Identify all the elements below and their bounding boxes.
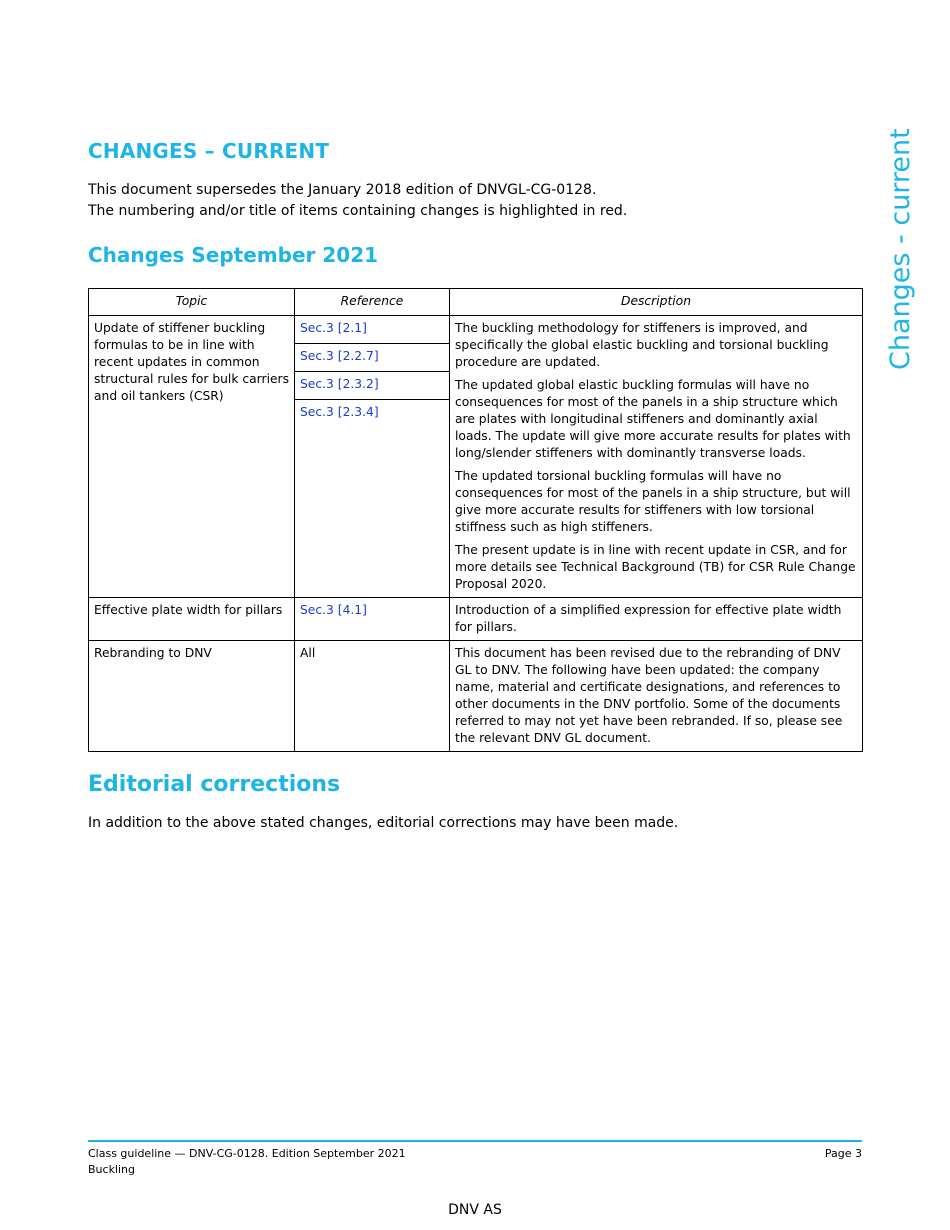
reference-link[interactable]: Sec.3 [2.3.2] bbox=[295, 372, 449, 400]
topic-cell: Effective plate width for pillars bbox=[89, 598, 295, 641]
description-paragraph: The buckling methodology for stiffeners is improved, and specifically the global elastic buckling and torsional buckling procedure are updated. bbox=[455, 321, 829, 369]
table-row bbox=[89, 641, 863, 752]
reference-link[interactable]: Sec.3 [2.3.4] bbox=[300, 405, 379, 419]
table-row bbox=[89, 316, 863, 598]
page-number: Page 3 bbox=[824, 1147, 862, 1160]
reference-link[interactable]: Sec.3 [4.1] bbox=[300, 603, 367, 617]
changes-table bbox=[88, 288, 863, 752]
topic-cell: Update of stiffener buckling formulas to be in line with recent updates in common structural rules for bulk carriers and oil tankers (CSR) bbox=[89, 316, 295, 598]
topic-cell: Rebranding to DNV bbox=[89, 641, 295, 752]
reference-link[interactable]: Sec.3 [2.1] bbox=[295, 316, 449, 344]
description-paragraph: The present update is in line with recent update in CSR, and for more details see Technical Background (TB) for CSR Rule Change Proposal 2020. bbox=[455, 543, 856, 591]
section-title: Changes September 2021 bbox=[88, 243, 379, 267]
company-name: DNV AS bbox=[448, 1202, 502, 1218]
table-header-row bbox=[89, 289, 863, 316]
footer-document-info bbox=[88, 1146, 406, 1178]
intro-text bbox=[88, 180, 627, 222]
reference-cell bbox=[295, 316, 450, 598]
description-cell: This document has been revised due to the rebranding of DNV GL to DNV. The following have been updated: the company name, material and certificate designations, and references to other documents in the DNV portfolio. Some of the documents referred to may not yet have been rebranded. If so, please see the relevant DNV GL document. bbox=[450, 641, 863, 752]
reference-cell: All bbox=[295, 641, 450, 752]
header-reference: Reference bbox=[295, 289, 450, 316]
side-section-label: Changes - current bbox=[885, 128, 916, 370]
table-row bbox=[89, 598, 863, 641]
header-topic: Topic bbox=[89, 289, 295, 316]
description-cell bbox=[450, 316, 863, 598]
reference-cell bbox=[295, 598, 450, 641]
intro-line-1: This document supersedes the January 2018 edition of DNVGL-CG-0128. bbox=[88, 182, 597, 198]
intro-line-2: The numbering and/or title of items containing changes is highlighted in red. bbox=[88, 203, 628, 219]
page-heading: CHANGES – CURRENT bbox=[88, 139, 330, 163]
footer-divider bbox=[88, 1140, 862, 1142]
editorial-title: Editorial corrections bbox=[88, 772, 341, 797]
description-paragraph: The updated global elastic buckling formulas will have no consequences for most of the panels in a ship structure which are plates with longitudinal stiffeners and dominantly axial loads. The update will give more accurate results for plates with long/slender stiffeners with dominantly transverse loads. bbox=[455, 378, 851, 460]
description-cell: Introduction of a simplified expression for effective plate width for pillars. bbox=[450, 598, 863, 641]
footer-document-title: Class guideline — DNV-CG-0128. Edition September 2021 bbox=[88, 1147, 406, 1160]
reference-link[interactable]: Sec.3 [2.2.7] bbox=[295, 344, 449, 372]
header-description: Description bbox=[450, 289, 863, 316]
footer-document-subject: Buckling bbox=[88, 1163, 136, 1176]
description-paragraph: The updated torsional buckling formulas will have no consequences for most of the panels in a ship structure, but will give more accurate results for stiffeners with low torsional stiffness such as high stiffeners. bbox=[455, 469, 851, 534]
editorial-text: In addition to the above stated changes, editorial corrections may have been made. bbox=[88, 815, 679, 831]
